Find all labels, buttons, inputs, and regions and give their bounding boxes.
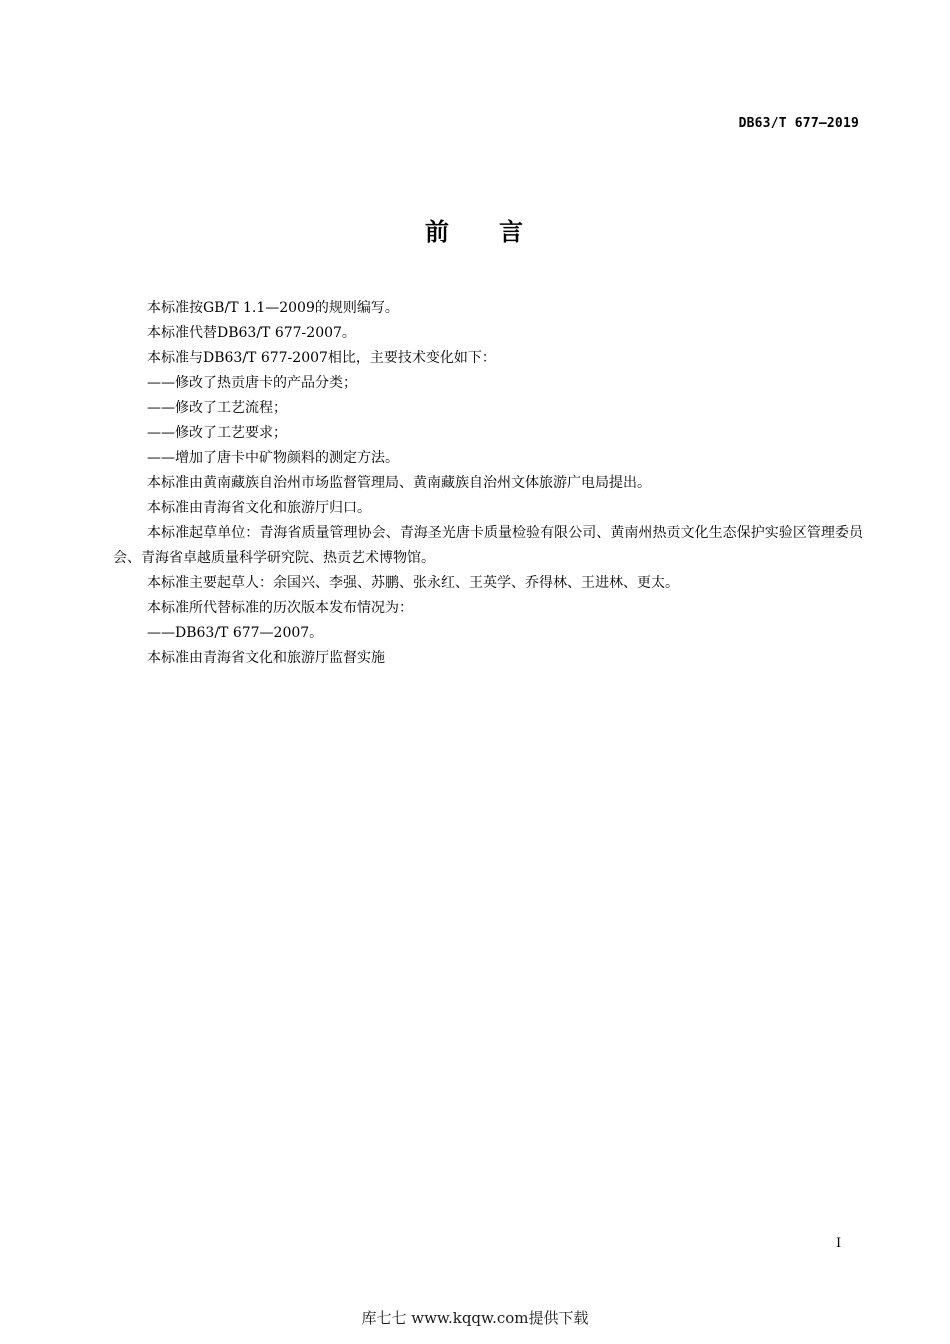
- list-item-change-4: ——增加了唐卡中矿物颜料的测定方法。: [147, 450, 399, 466]
- list-item-change-2: ——修改了工艺流程；: [147, 400, 287, 416]
- paragraph-changes-intro: 本标准与DB63/T 677-2007相比，主要技术变化如下：: [147, 350, 496, 366]
- paragraph-centralized-by: 本标准由青海省文化和旅游厅归口。: [147, 500, 371, 516]
- paragraph-supervised-by: 本标准由青海省文化和旅游厅监督实施: [147, 650, 385, 666]
- foreword-body: [113, 296, 863, 671]
- list-item-history-1: ——DB63/T 677—2007。: [147, 625, 324, 641]
- title-char-1: 前: [425, 218, 451, 246]
- paragraph-proposed-by: 本标准由黄南藏族自治州市场监督管理局、黄南藏族自治州文体旅游广电局提出。: [147, 475, 651, 491]
- document-code: DB63/T 677—2019: [738, 116, 859, 131]
- title-char-2: 言: [499, 218, 525, 246]
- list-item-change-1: ——修改了热贡唐卡的产品分类；: [147, 375, 357, 391]
- list-item-change-3: ——修改了工艺要求；: [147, 425, 287, 441]
- paragraph-history-intro: 本标准所代替标准的历次版本发布情况为：: [147, 600, 413, 616]
- paragraph-drafting-rules: 本标准按GB/T 1.1—2009的规则编写。: [147, 300, 399, 316]
- page-number: I: [836, 1236, 842, 1251]
- page-title: [0, 212, 950, 247]
- paragraph-replaces: 本标准代替DB63/T 677-2007。: [147, 325, 356, 341]
- paragraph-drafters: 本标准主要起草人：余国兴、李强、苏鹏、张永红、王英学、乔得林、王进林、更太。: [147, 575, 679, 591]
- download-watermark: 库七七 www.kqqw.com提供下载: [361, 1309, 589, 1327]
- paragraph-drafting-units: 本标准起草单位：青海省质量管理协会、青海圣光唐卡质量检验有限公司、黄南州热贡文化生态保护实验区管理委员会、青海省卓越质量科学研究院、热贡艺术博物馆。: [113, 525, 863, 566]
